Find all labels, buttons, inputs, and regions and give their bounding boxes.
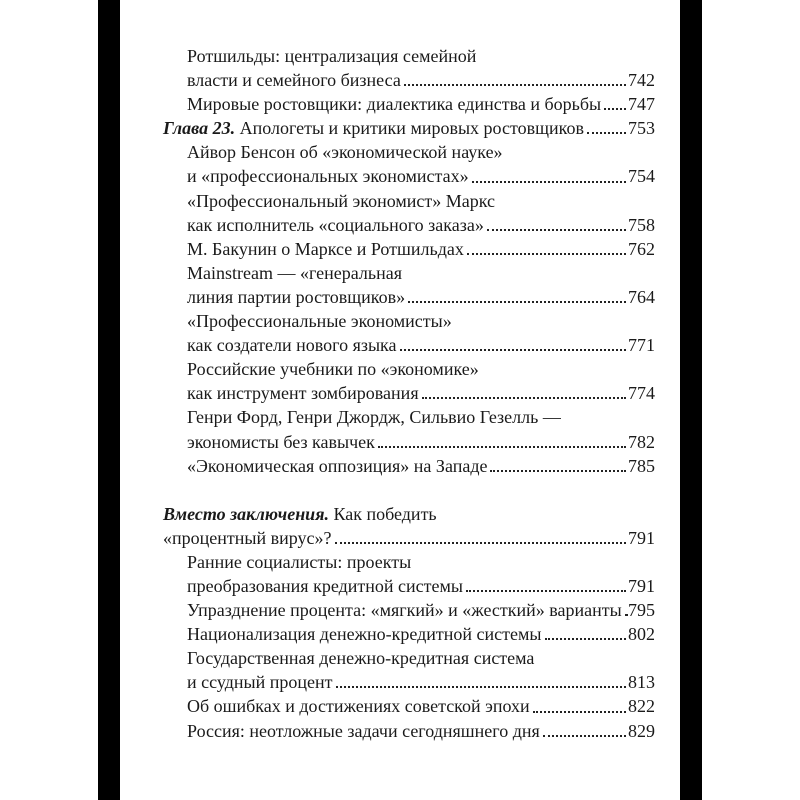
conclusion-title-line2: «процентный вирус»? xyxy=(163,527,332,548)
toc-entry-text: Ранние социалисты: проекты xyxy=(187,551,412,572)
toc-entry-text: «Профессиональные экономисты» xyxy=(187,311,452,332)
toc-entry-page: 774 xyxy=(628,383,655,404)
leader-dots xyxy=(404,84,626,86)
toc-entry xyxy=(163,405,655,429)
toc-entry-text: М. Бакунин о Марксе и Ротшильдах xyxy=(187,238,464,259)
left-border-bar xyxy=(98,0,120,800)
toc-entry-text: как инструмент зомбирования xyxy=(187,383,419,404)
toc-entry xyxy=(163,622,655,646)
toc-entry-text: Об ошибках и достижениях советской эпохи xyxy=(187,696,530,717)
toc-entry-page: 742 xyxy=(628,70,655,91)
toc-entry xyxy=(163,694,655,718)
chapter-23-title xyxy=(163,116,584,140)
toc-entry xyxy=(163,598,655,622)
toc-entry-text: Россия: неотложные задачи сегодняшнего дня xyxy=(187,720,540,741)
toc-entry xyxy=(163,309,655,333)
toc-entry xyxy=(163,333,655,357)
toc-entry-page: 785 xyxy=(628,455,655,476)
toc-entry-text: Государственная денежно-кредитная система xyxy=(187,648,535,669)
section-gap xyxy=(163,478,655,502)
toc-entry xyxy=(163,574,655,598)
conclusion-entry-line2 xyxy=(163,526,655,550)
leader-dots xyxy=(400,349,626,351)
leader-dots xyxy=(422,397,626,399)
toc-entry xyxy=(163,719,655,743)
leader-dots xyxy=(335,542,627,544)
toc-entry xyxy=(163,237,655,261)
toc-entry-page: 822 xyxy=(628,696,655,717)
toc-entry-page: 782 xyxy=(628,431,655,452)
toc-entry-page: 829 xyxy=(628,720,655,741)
toc-entry xyxy=(163,44,655,68)
leader-dots xyxy=(487,229,626,231)
chapter-23-text: Апологеты и критики мировых ростовщиков xyxy=(235,118,584,139)
conclusion-page: 791 xyxy=(628,527,655,548)
toc-entry-page: 795 xyxy=(628,600,655,621)
toc-entry xyxy=(163,189,655,213)
toc-entry-text: и ссудный процент xyxy=(187,672,333,693)
toc-entry-page: 764 xyxy=(628,286,655,307)
toc-entry xyxy=(163,550,655,574)
chapter-23-page: 753 xyxy=(628,118,655,139)
toc-entry-text: Ротшильды: централизация семейной xyxy=(187,46,477,66)
toc-entry-text: экономисты без кавычек xyxy=(187,431,375,452)
leader-dots xyxy=(408,301,626,303)
toc-entry-text: Генри Форд, Генри Джордж, Сильвио Гезелль — xyxy=(187,407,561,428)
leader-dots xyxy=(625,614,626,616)
toc-entry xyxy=(163,68,655,92)
toc-section-3 xyxy=(163,550,655,743)
toc-entry-text: Национализация денежно-кредитной системы xyxy=(187,624,542,645)
toc-entry-text: Упразднение процента: «мягкий» и «жесткий» варианты xyxy=(187,600,622,621)
leader-dots xyxy=(466,590,626,592)
toc-entry xyxy=(163,430,655,454)
conclusion-entry-line1 xyxy=(163,502,655,526)
toc-entry-text: Айвор Бенсон об «экономической науке» xyxy=(187,142,503,163)
toc-entry xyxy=(163,670,655,694)
toc-entry xyxy=(163,646,655,670)
toc-entry-text: Российские учебники по «экономике» xyxy=(187,359,479,380)
toc-section-1 xyxy=(163,44,655,116)
table-of-contents xyxy=(163,44,655,743)
toc-entry-text: Мировые ростовщики: диалектика единства и борьбы xyxy=(187,94,602,115)
toc-entry-text: власти и семейного бизнеса xyxy=(187,70,401,91)
chapter-23-label: Глава 23. xyxy=(163,118,236,139)
leader-dots xyxy=(587,132,626,134)
toc-entry-text: как создатели нового языка xyxy=(187,335,397,356)
toc-entry xyxy=(163,92,655,116)
conclusion-title xyxy=(163,502,437,526)
toc-entry-page: 747 xyxy=(628,94,655,115)
toc-entry-page: 813 xyxy=(628,672,655,693)
toc-entry-page: 771 xyxy=(628,335,655,356)
leader-dots xyxy=(336,686,626,688)
leader-dots xyxy=(467,253,626,255)
conclusion-label: Вместо заключения. xyxy=(163,503,329,524)
toc-entry-page: 791 xyxy=(628,575,655,596)
toc-entry-page: 802 xyxy=(628,624,655,645)
conclusion-text: Как победить xyxy=(328,503,437,524)
toc-entry-page: 762 xyxy=(628,238,655,259)
toc-entry-page: 758 xyxy=(628,214,655,235)
toc-section-2 xyxy=(163,140,655,477)
toc-entry-text: «Экономическая оппозиция» на Западе xyxy=(187,455,488,476)
toc-entry-text: линия партии ростовщиков» xyxy=(187,286,406,307)
toc-entry xyxy=(163,357,655,381)
leader-dots xyxy=(490,470,626,472)
toc-entry-text: преобразования кредитной системы xyxy=(187,575,463,596)
leader-dots xyxy=(472,181,626,183)
toc-entry xyxy=(163,140,655,164)
right-border-bar xyxy=(680,0,702,800)
leader-dots xyxy=(533,711,626,713)
leader-dots xyxy=(543,735,626,737)
toc-entry-text: и «профессиональных экономистах» xyxy=(187,166,469,187)
toc-entry-page: 754 xyxy=(628,166,655,187)
leader-dots xyxy=(378,446,626,448)
toc-entry xyxy=(163,164,655,188)
toc-entry xyxy=(163,261,655,285)
leader-dots xyxy=(545,638,627,640)
leader-dots xyxy=(604,108,626,110)
toc-entry xyxy=(163,381,655,405)
toc-entry-text: «Профессиональный экономист» Маркс xyxy=(187,190,496,211)
chapter-23-entry xyxy=(163,116,655,140)
toc-entry xyxy=(163,454,655,478)
toc-entry xyxy=(163,213,655,237)
toc-entry-text: как исполнитель «социального заказа» xyxy=(187,214,484,235)
toc-entry-text: Mainstream — «генеральная xyxy=(187,262,402,283)
toc-entry xyxy=(163,285,655,309)
